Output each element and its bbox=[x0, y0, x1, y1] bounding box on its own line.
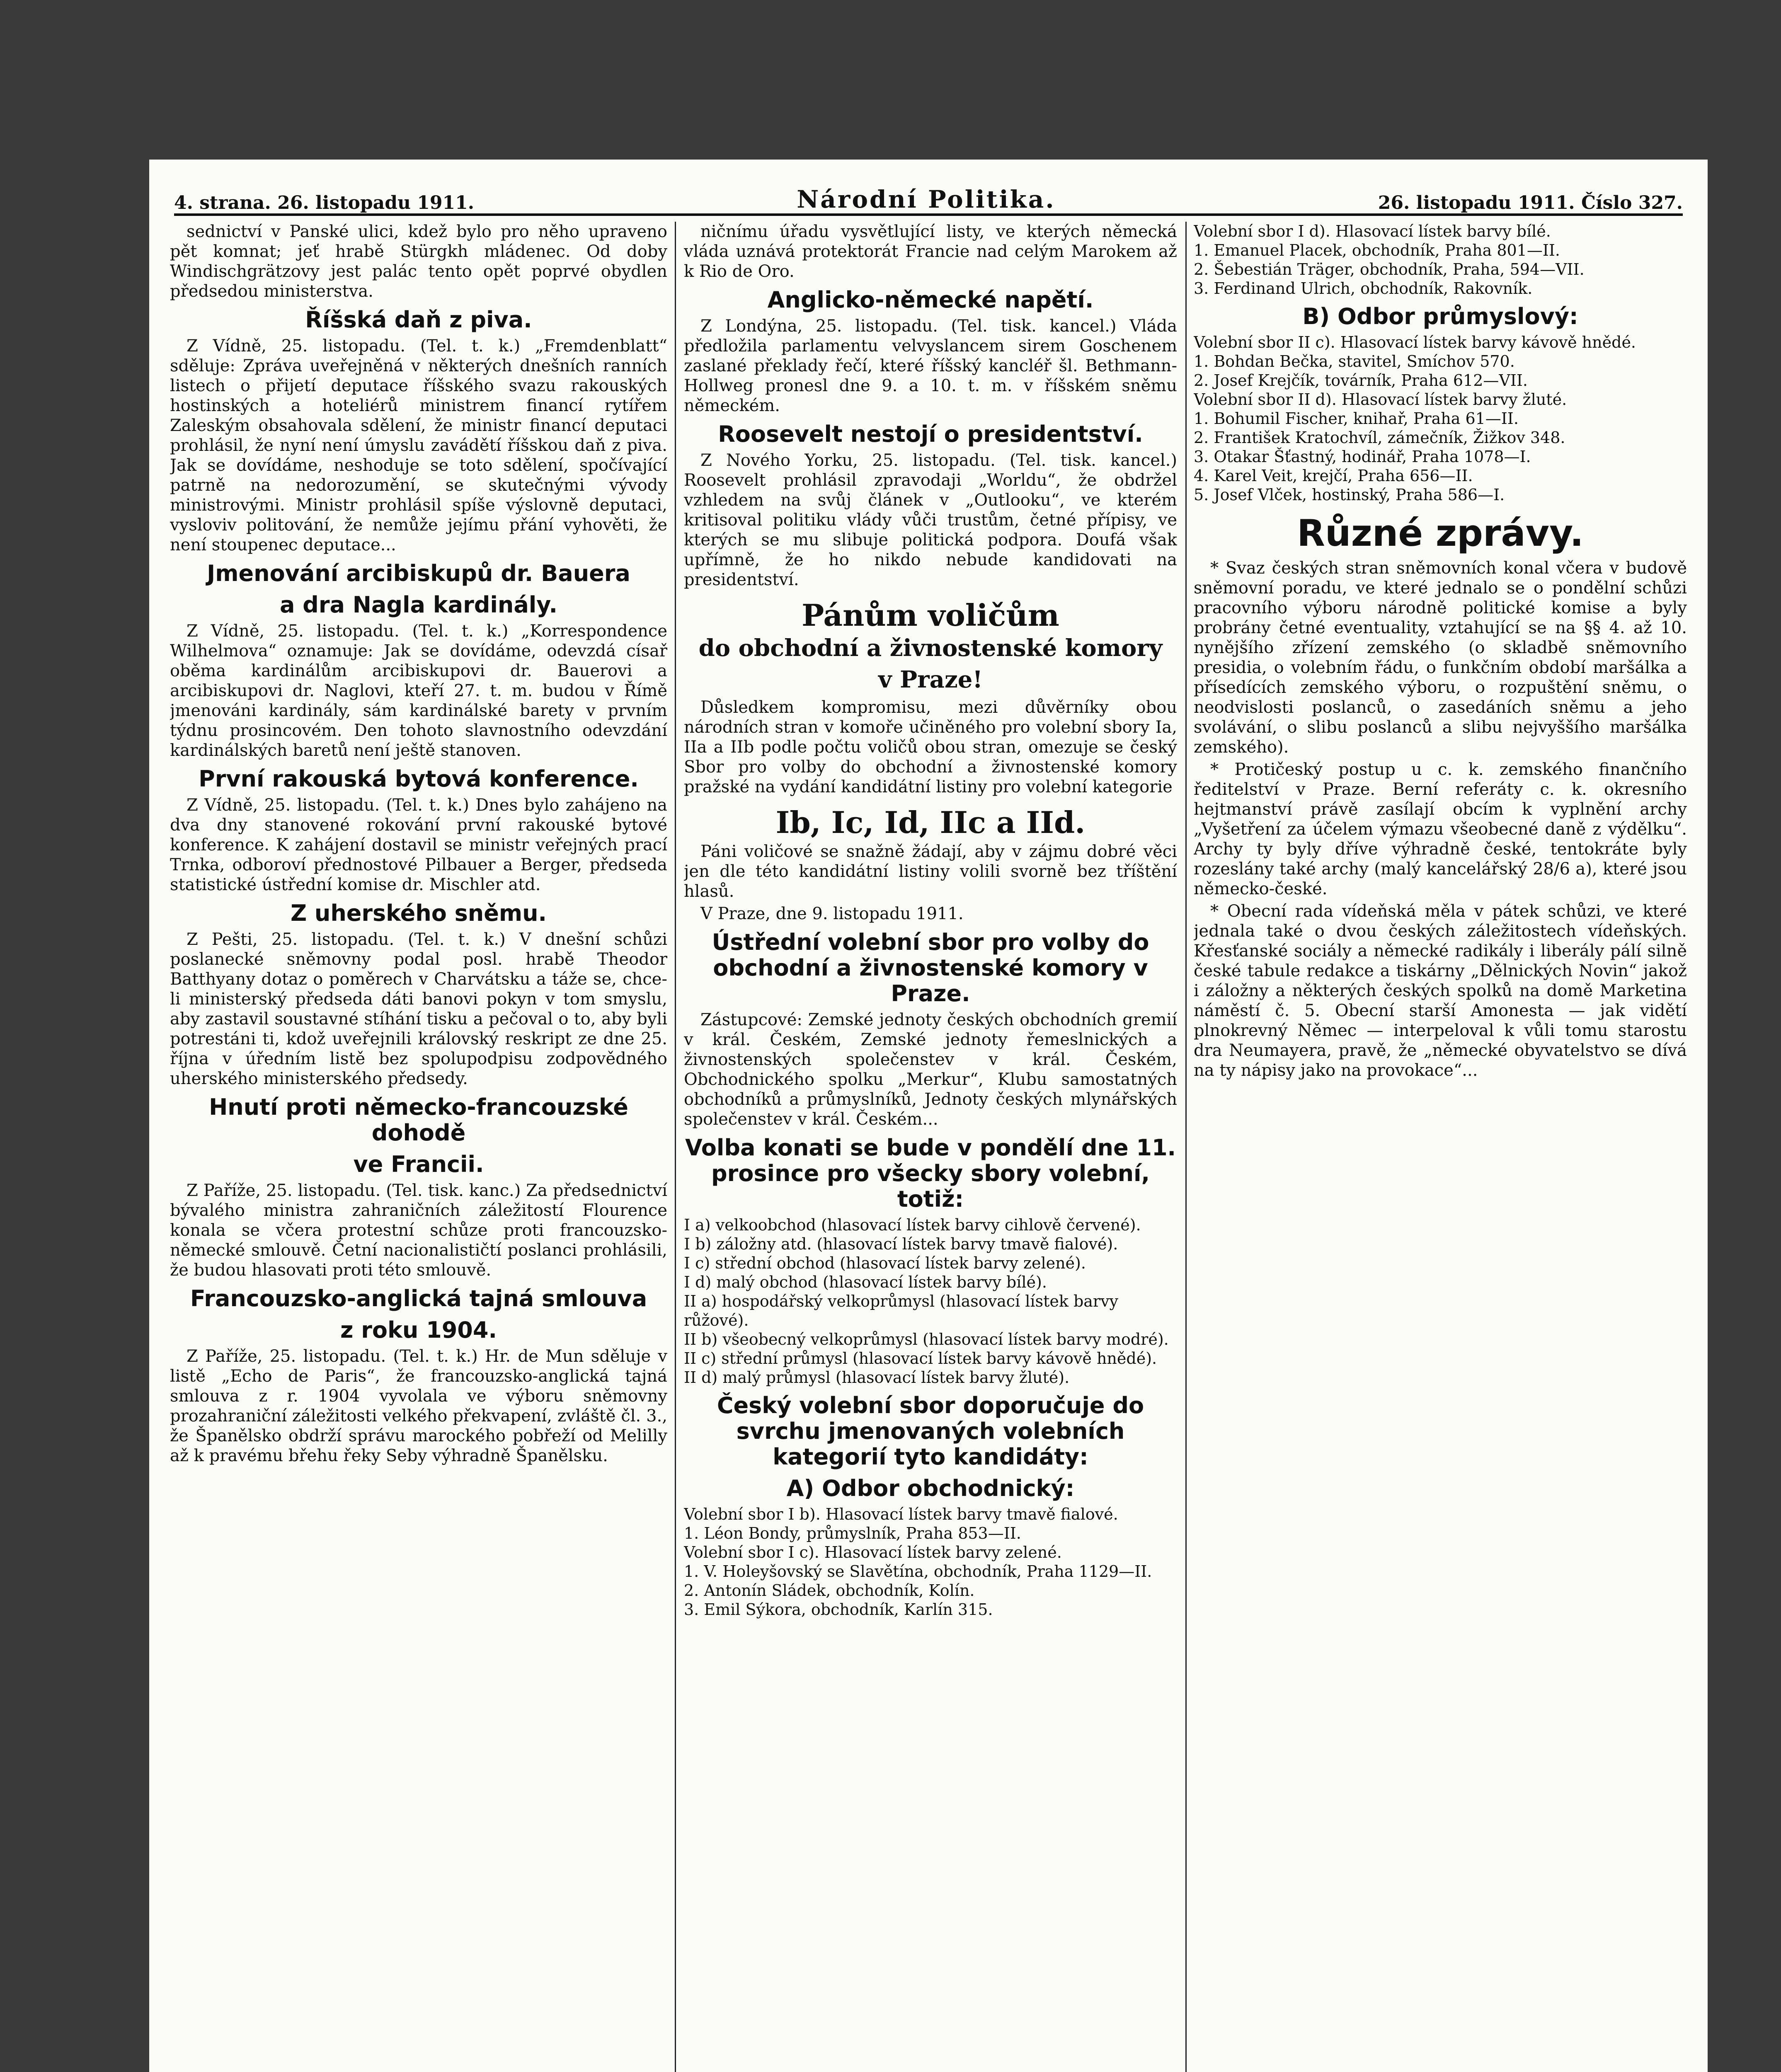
list-item: I d) malý obchod (hlasovací lístek barvy bílé). bbox=[684, 1273, 1047, 1291]
masthead bbox=[174, 176, 1683, 216]
list-item: Volební sbor I b). Hlasovací lístek barvy tmavě fialové. bbox=[684, 1505, 1118, 1523]
list-item: Volební sbor I d). Hlasovací lístek barvy bílé. bbox=[1194, 222, 1551, 240]
subheading: B) Odbor průmyslový: bbox=[1302, 303, 1578, 329]
notice-date: V Praze, dne 9. listopadu 1911. bbox=[700, 904, 964, 923]
article-text: * Protičeský postup u c. k. zemského finančního ředitelství v Praze. Berní referáty c. k. okresního hejtmanství právě zasílají obcím k vyplnění archy „Vyšetření za účelem výmazu všeobecné daně z výdělku“. Archy ty byly dříve výhradně české, tentokráte byly rozeslány také archy (malý kancelářský 28/6 a), které jsou německo-české. bbox=[1194, 760, 1687, 898]
headline: Jmenování arcibiskupů dr. Bauera bbox=[207, 560, 630, 586]
list-item: Volební sbor I c). Hlasovací lístek barvy zelené. bbox=[684, 1543, 1062, 1561]
page-label: 4. strana. 26. listopadu 1911. bbox=[174, 192, 475, 213]
article-text: Z Paříže, 25. listopadu. (Tel. tisk. kanc.) Za předsednictví bývalého ministra zahraničních záležitostí Flourence konala se včera protestní schůze proti francouzsko-německé smlouvě. Četní nacionalističtí poslanci prohlásili, že budou hlasovati proti této smlouvě. bbox=[170, 1181, 667, 1280]
article-text: Z Vídně, 25. listopadu. (Tel. t. k.) „Korrespondence Wilhelmova“ oznamuje: Jak se dovídáme, odevzdá císař oběma kardinálům arcibiskupovi dr. Bauerovi a arcibiskupovi dr. Naglovi, kteří 27. t. m. budou v Římě jmenováni kardinály, sám kardinálské barety v prvním týdnu prosincovém. Den tohoto slavnostního odevzdání kardinálských baretů není ještě stanoven. bbox=[170, 622, 667, 760]
column-1 bbox=[170, 222, 667, 2072]
headline: z roku 1904. bbox=[340, 1317, 497, 1343]
headline: Říšská daň z piva. bbox=[305, 307, 532, 333]
candidate-list bbox=[684, 1505, 1177, 1619]
list-item: II c) střední průmysl (hlasovací lístek barvy kávově hnědé). bbox=[684, 1349, 1157, 1368]
list-item: Volební sbor II c). Hlasovací lístek barvy kávově hnědé. bbox=[1194, 333, 1636, 351]
categories-heading: Ib, Ic, Id, IIc a IId. bbox=[775, 805, 1086, 840]
article-text: Z Vídně, 25. listopadu. (Tel. t. k.) „Fremdenblatt“ sděluje: Zpráva uveřejněná v některých dnešních ranních listech o přijetí deputace říšského svazu rakouských hostinských a hoteliérů ministrem financí rytířem Zaleským obsahovala sdělení, že ministr financí deputaci prohlásil, že nyní není úmyslu zavádětí říšskou daň z piva. Jak se dovídáme, neshoduje se toto sdělení, spočívající patrně na nedorozumění, se skutečnými vývody ministrovými. Ministr prohlásil spíše výslovně deputaci, vysloviv politování, že nemůže jejímu přání vyhověti, že není stoupenec deputace... bbox=[170, 336, 667, 554]
list-item: 5. Josef Vlček, hostinský, Praha 586—I. bbox=[1194, 486, 1505, 504]
article-text: * Obecní rada vídeňská měla v pátek schůzi, ve které jednala také o dvou českých záležitostech vídeňských. Křesťanské sociály a německé radikály i liberály pálí silně české tabule redakce a tiskárny „Dělnických Novin“ jakož i záložny a některých českých spolků na domě Marketina náměstí č. 5. Obecní starší Amonesta — jak vidětí plnokrevný Němec — interpeloval k vůli tomu starostu dra Neumayera, pravě, že „německé obyvatelstvo se dívá na ty nápisy jako na provokace“... bbox=[1194, 902, 1687, 1080]
article-text: Z Paříže, 25. listopadu. (Tel. t. k.) Hr. de Mun sděluje v listě „Echo de Paris“, že francouzsko-anglická tajná smlouva z r. 1904 vyvolala ve výboru sněmovny prozahraniční záležitosti velkého překvapení, zvláště čl. 3., že Španělsko obdrží správu marockého pobřeží od Melilly až k pravému břehu řeky Seby výhradně Španělsku. bbox=[170, 1347, 667, 1465]
list-item: 2. Šebestián Träger, obchodník, Praha, 594—VII. bbox=[1194, 260, 1585, 278]
notice-text: Zástupcové: Zemské jednoty českých obchodních gremií v král. Českém, Zemské jednoty řemeslnických a živnostenských společenstev v král. Českém, Obchodnického spolku „Merkur“, Klubu samostatných obchodníků a průmyslníků, Jednoty českých mlynářských společenstev v král. Českém... bbox=[684, 1010, 1177, 1129]
article-text: sednictví v Panské ulici, kdež bylo pro něho upraveno pět komnat; jeť hrabě Stürgkh mládenec. Od doby Windischgrätzovy jest palác tento opět poprvé obydlen předsedou ministerstva. bbox=[170, 222, 667, 301]
section-title: Různé zprávy. bbox=[1297, 512, 1584, 554]
headline: Francouzsko-anglická tajná smlouva bbox=[190, 1285, 647, 1312]
article-text: Z Pešti, 25. listopadu. (Tel. t. k.) V dnešní schůzi poslanecké sněmovny podal posl. hrabě Theodor Batthyany dotaz o poměrech v Charvátsku a táže se, chce-li ministerský předseda dáti banovi pokyn v tom smyslu, aby zastavil soustavné stíhání tisku a pečoval o to, aby byli potrestáni ti, kdož uveřejnili královský reskript ze dne 25. října v úředním listě bez spolupodpisu zodpovědného uherského ministerského předsedy. bbox=[170, 930, 667, 1088]
article-text: Z Nového Yorku, 25. listopadu. (Tel. tisk. kancel.) Roosevelt prohlásil zpravodaji „Worldu“, že obdržel vzhledem na svůj článek v „Outlooku“, ve kterém kritisoval politiku vlády vůči trustům, četné přípisy, ve kterých se mu slibuje politická podpora. Doufá však upřímně, že ho nikdo nebude kandidovati na presidentství. bbox=[684, 451, 1177, 589]
list-item: 3. Emil Sýkora, obchodník, Karlín 315. bbox=[684, 1600, 993, 1619]
headline: První rakouská bytová konference. bbox=[199, 766, 639, 792]
list-item: 1. Bohdan Bečka, stavitel, Smíchov 570. bbox=[1194, 352, 1515, 370]
list-item: 2. Antonín Sládek, obchodník, Kolín. bbox=[684, 1581, 975, 1600]
list-item: 3. Otakar Šťastný, hodinář, Praha 1078—I. bbox=[1194, 448, 1531, 466]
list-item: 2. František Kratochvíl, zámečník, Žižkov 348. bbox=[1194, 428, 1565, 447]
headline: Volba konati se bude v pondělí dne 11. prosince pro všecky sbory volební, totiž: bbox=[685, 1135, 1176, 1212]
list-item: 1. V. Holeyšovský se Slavětína, obchodník, Praha 1129—II. bbox=[684, 1562, 1152, 1581]
list-item: 2. Josef Krejčík, továrník, Praha 612—VII. bbox=[1194, 371, 1528, 390]
headline: a dra Nagla kardinály. bbox=[279, 592, 558, 618]
headline: Ústřední volební sbor pro volby do obchodní a živnostenské komory v Praze. bbox=[712, 929, 1149, 1007]
candidate-list bbox=[1194, 222, 1687, 298]
list-item: I c) střední obchod (hlasovací lístek barvy zelené). bbox=[684, 1254, 1086, 1272]
article-text: Z Vídně, 25. listopadu. (Tel. t. k.) Dnes bylo zahájeno na dva dny stanovené rokování první rakouské bytové konference. K zahájení dostavil se ministr veřejných prací Trnka, odboroví přednostové Pilbauer a Berger, předseda statistické ústřední komise dr. Mischler atd. bbox=[170, 796, 667, 894]
list-item: 3. Ferdinand Ulrich, obchodník, Rakovník. bbox=[1194, 279, 1533, 298]
column-rule bbox=[675, 222, 676, 2072]
headline: Roosevelt nestojí o presidentství. bbox=[718, 421, 1143, 447]
vote-list bbox=[684, 1215, 1177, 1387]
candidate-list bbox=[1194, 333, 1687, 504]
article-text: * Svaz českých stran sněmovních konal včera v budově sněmovní poradu, ve které jednalo se o pondělní schůzi pracovního výboru národně politické komise a byly probrány četné eventuality, vztahující se na §§ 4. až 10. nynějšího zřízení zemského (o skladbě sněmovního presidia, o volebním řádu, o funkčním období maršálka a přísedících zemského výboru, o rozpuštění sněmu, o neodvislosti poslanců, o zasedáních sněmu a jeho svolávání, o slibu poslanců a slibu nejvyššího maršálka zemského). bbox=[1194, 559, 1687, 757]
list-item: 4. Karel Veit, krejčí, Praha 656—II. bbox=[1194, 467, 1473, 485]
newspaper-page bbox=[149, 160, 1708, 2072]
column-3 bbox=[1194, 222, 1687, 2072]
subheading: A) Odbor obchodnický: bbox=[786, 1475, 1075, 1501]
headline: ve Francii. bbox=[353, 1151, 484, 1177]
list-item: I a) velkoobchod (hlasovací lístek barvy cihlově červené). bbox=[684, 1216, 1141, 1234]
headline: Anglicko-německé napětí. bbox=[767, 287, 1094, 313]
issue-label: 26. listopadu 1911. Číslo 327. bbox=[1378, 192, 1683, 213]
article-text: Z Londýna, 25. listopadu. (Tel. tisk. kancel.) Vláda předložila parlamentu velvyslancem sirem Goschenem zaslané překlady řečí, které říšský kancléř šl. Bethmann-Hollweg pronesl dne 9. a 10. t. m. v říšském sněmu německém. bbox=[684, 317, 1177, 415]
column-rule bbox=[1185, 222, 1187, 2072]
list-item: Volební sbor II d). Hlasovací lístek barvy žluté. bbox=[1194, 390, 1567, 409]
article-text: ničnímu úřadu vysvětlující listy, ve kterých německá vláda uznává protektorát Francie nad celým Marokem až k Rio de Oro. bbox=[684, 222, 1177, 281]
list-item: II a) hospodářský velkoprůmysl (hlasovací lístek barvy růžové). bbox=[684, 1292, 1119, 1329]
list-item: 1. Emanuel Placek, obchodník, Praha 801—II. bbox=[1194, 241, 1560, 259]
headline: Hnutí proti německo-francouzské dohodě bbox=[209, 1094, 628, 1146]
list-item: I b) záložny atd. (hlasovací lístek barvy tmavě fialové). bbox=[684, 1235, 1118, 1253]
headline: Z uherského sněmu. bbox=[290, 900, 547, 926]
paper-title: Národní Politika. bbox=[797, 185, 1056, 213]
notice-headline: Pánům voličům bbox=[802, 598, 1059, 633]
notice-text: Důsledkem kompromisu, mezi důvěrníky obou národních stran v komoře učiněného pro volební sbory Ia, IIa a IIb podle počtu voličů obou stran, omezuje se český Sbor pro volby do obchodní a živnostenské komory pražské na vydání kandidátní listiny pro volební kategorie bbox=[684, 698, 1177, 796]
list-item: II b) všeobecný velkoprůmysl (hlasovací lístek barvy modré). bbox=[684, 1330, 1169, 1348]
notice-headline: do obchodní a živnostenské komory bbox=[698, 634, 1163, 662]
list-item: II d) malý průmysl (hlasovací lístek barvy žluté). bbox=[684, 1368, 1070, 1387]
notice-text: Páni voličové se snažně žádají, aby v zájmu dobré věci jen dle této kandidátní listiny volili svorně bez tříštění hlasů. bbox=[684, 842, 1177, 901]
column-2 bbox=[684, 222, 1177, 2072]
list-item: 1. Bohumil Fischer, knihař, Praha 61—II. bbox=[1194, 409, 1519, 428]
notice-headline: v Praze! bbox=[878, 666, 983, 693]
headline: Český volební sbor doporučuje do svrchu jmenovaných volebních kategorií tyto kandidáty: bbox=[717, 1392, 1144, 1470]
list-item: 1. Léon Bondy, průmyslník, Praha 853—II. bbox=[684, 1524, 1021, 1542]
